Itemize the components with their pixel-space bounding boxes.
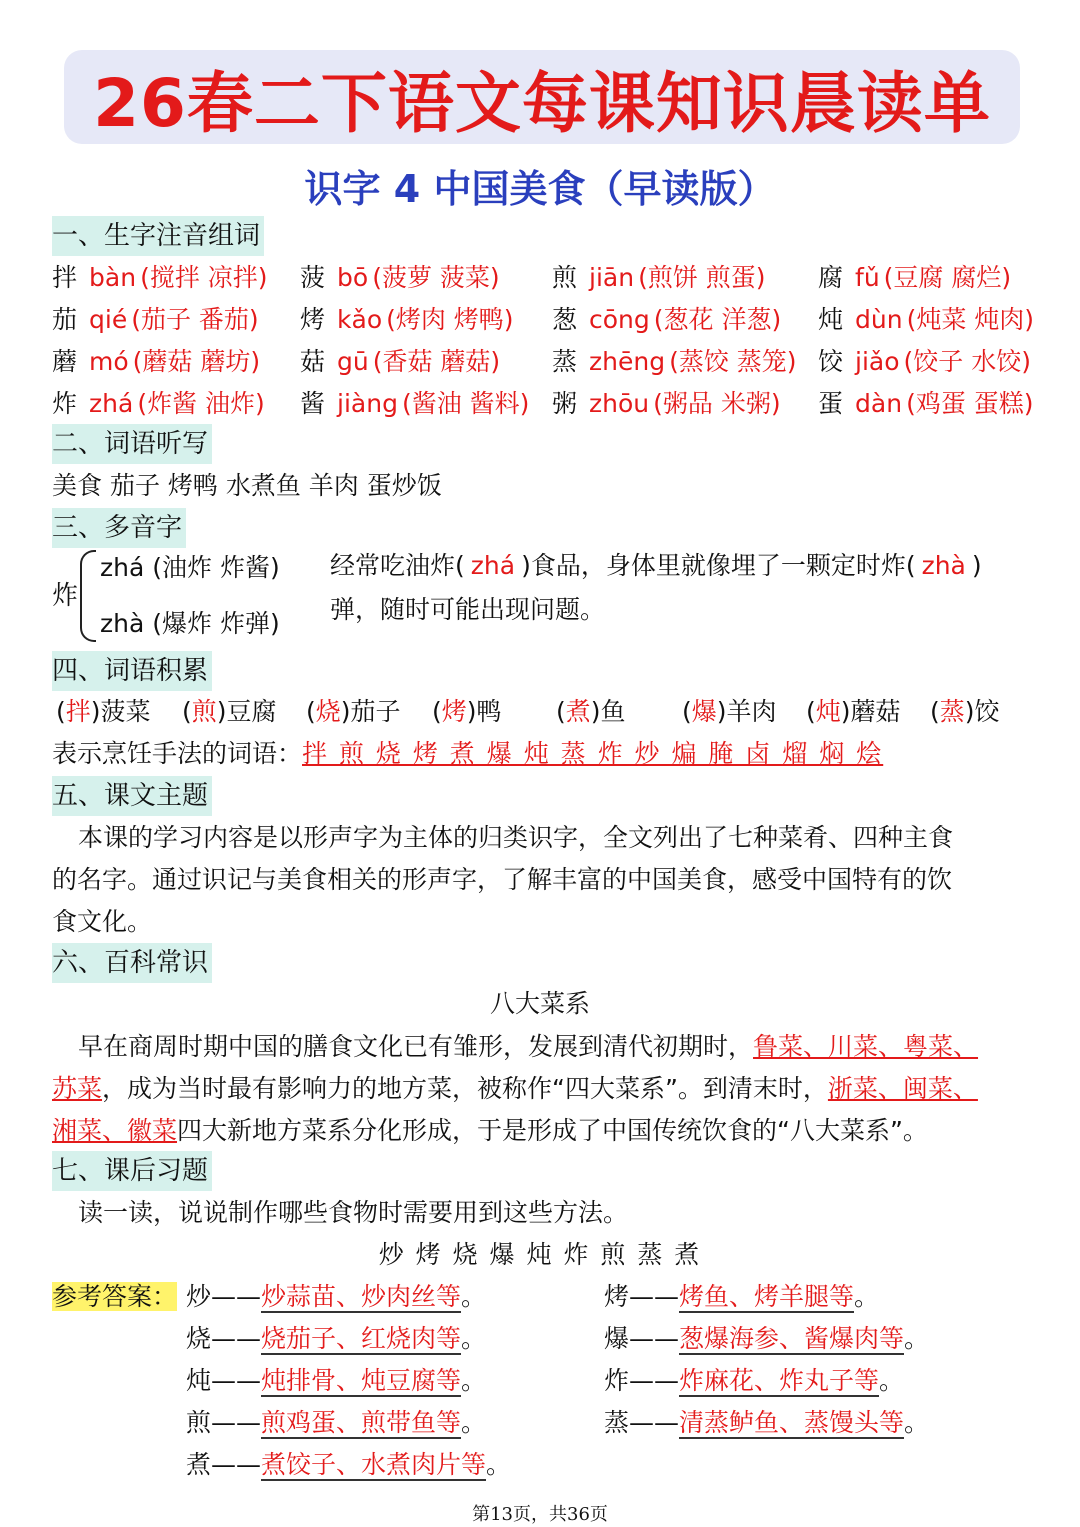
char-pinyin: jiàng: [337, 389, 398, 418]
char-words: (炸酱 油炸): [137, 389, 265, 418]
char-entry: [52, 300, 259, 340]
accum-item: (拌)菠菜: [56, 697, 151, 726]
char-glyph: 炸: [52, 389, 78, 418]
char-entry: [552, 300, 781, 340]
accum-item: (蒸)饺: [930, 697, 1000, 726]
char-entry: [552, 258, 766, 298]
char-entry: [300, 384, 529, 424]
char-pinyin: jiān: [589, 263, 635, 292]
char-words: (烤肉 烤鸭): [386, 305, 514, 334]
dictation-words: 美食 茄子 烤鸭 水煮鱼 羊肉 蛋炒饭: [52, 471, 442, 500]
answer-item: 煮——煮饺子、水煮肉片等。: [186, 1450, 512, 1479]
char-words: (煎饼 煎蛋): [638, 263, 766, 292]
char-pinyin: zhōu: [589, 389, 650, 418]
lesson-subtitle: 识字 4 中国美食（早读版）: [304, 167, 776, 211]
answer-text: 炸麻花、炸丸子等: [679, 1366, 880, 1395]
char-glyph: 茄: [52, 305, 78, 334]
char-entry: [52, 342, 260, 382]
char-words: (搅拌 凉拌): [140, 263, 268, 292]
char-entry: [818, 300, 1034, 340]
char-pinyin: jiǎo: [855, 347, 900, 376]
poly-reading-2: zhà (爆炸 炸弹): [100, 609, 280, 638]
char-glyph: 菠: [300, 263, 326, 292]
answer-text: 清蒸鲈鱼、蒸馒头等: [679, 1408, 905, 1437]
answer-item: 蒸——清蒸鲈鱼、蒸馒头等。: [604, 1408, 930, 1437]
char-entry: [300, 342, 500, 382]
char-glyph: 酱: [300, 389, 326, 418]
char-words: (炖菜 炖肉): [906, 305, 1035, 334]
char-pinyin: zhá: [89, 389, 134, 418]
char-words: (鸡蛋 蛋糕): [906, 389, 1034, 418]
answer-text: 烧茄子、红烧肉等: [261, 1324, 462, 1353]
char-pinyin: kǎo: [337, 305, 383, 334]
answer-item: 炒——炒蒜苗、炒肉丝等。: [186, 1282, 487, 1311]
char-glyph: 烤: [300, 305, 326, 334]
char-pinyin: fǔ: [855, 263, 880, 292]
char-pinyin: zhēng: [589, 347, 666, 376]
answer-text: 煎鸡蛋、煎带鱼等: [261, 1408, 462, 1437]
answer-label: 参考答案：: [52, 1282, 178, 1311]
char-entry: [552, 342, 797, 382]
accum-item: (煎)豆腐: [182, 697, 277, 726]
answer-item: 煎——煎鸡蛋、煎带鱼等。: [186, 1408, 487, 1437]
section-heading-7: 七、课后习题: [52, 1151, 212, 1191]
char-words: (蘑菇 蘑坊): [132, 347, 261, 376]
page-footer: 第13页，共36页: [472, 1504, 608, 1525]
section-heading-6: 六、百科常识: [52, 943, 212, 983]
methods-line: 表示烹饪手法的词语：拌 煎 烧 烤 煮 爆 炖 蒸 炸 炒 煸 腌 卤 熘 焖 烩: [52, 739, 884, 768]
theme-paragraph: 本课的学习内容是以形声字为主体的归类识字，全文列出了七种菜肴、四种主食 的名字。通过识记与美食相关的形声字，了解丰富的中国美食，感受中国特有的饮 食文化。: [52, 823, 954, 936]
accum-item: (烤)鸭: [432, 697, 502, 726]
char-words: (葱花 洋葱): [653, 305, 782, 334]
char-glyph: 粥: [552, 389, 578, 418]
title-banner: [64, 50, 1020, 144]
char-glyph: 葱: [552, 305, 578, 334]
char-glyph: 蘑: [52, 347, 78, 376]
accum-item: (炖)蘑菇: [806, 697, 901, 726]
poly-reading-1: zhá (油炸 炸酱): [100, 553, 280, 582]
poly-sentence-line2: 弹，随时可能出现问题。: [330, 595, 606, 624]
section-heading-3: 三、多音字: [52, 508, 186, 548]
char-pinyin: gū: [337, 347, 369, 376]
char-glyph: 拌: [52, 263, 78, 292]
char-words: (酱油 酱料): [401, 389, 530, 418]
section-heading-1: 一、生字注音组词: [52, 216, 264, 256]
char-glyph: 炖: [818, 305, 844, 334]
accum-item: (爆)羊肉: [682, 697, 777, 726]
char-entry: [300, 258, 500, 298]
answer-text: 葱爆海参、酱爆肉等: [679, 1324, 905, 1353]
char-entry: [52, 258, 268, 298]
poly-sentence-line1: 经常吃油炸( zhá )食品，身体里就像埋了一颗定时炸( zhà ): [330, 551, 982, 580]
char-glyph: 饺: [818, 347, 844, 376]
exercise-chars: 炒 烤 烧 爆 炖 炸 煎 蒸 煮: [378, 1240, 702, 1269]
char-words: (菠萝 菠菜): [372, 263, 500, 292]
char-pinyin: bō: [337, 263, 369, 292]
answer-item: 爆——葱爆海参、酱爆肉等。: [604, 1324, 930, 1353]
char-entry: [300, 300, 514, 340]
accum-item: (烧)茄子: [306, 697, 401, 726]
char-words: (豆腐 腐烂): [883, 263, 1012, 292]
methods-list: 拌 煎 烧 烤 煮 爆 炖 蒸 炸 炒 煸 腌 卤 熘 焖 烩: [302, 739, 884, 768]
wiki-heading: 八大菜系: [489, 989, 590, 1018]
answer-text: 炒蒜苗、炒肉丝等: [261, 1282, 462, 1311]
poly-char: 炸: [52, 581, 79, 611]
accum-item: (煮)鱼: [556, 697, 626, 726]
char-entry: [818, 258, 1011, 298]
answer-item: 烧——烧茄子、红烧肉等。: [186, 1324, 487, 1353]
char-pinyin: bàn: [89, 263, 137, 292]
char-pinyin: mó: [89, 347, 129, 376]
char-words: (蒸饺 蒸笼): [669, 347, 797, 376]
answer-text: 炖排骨、炖豆腐等: [261, 1366, 462, 1395]
brace-icon: [80, 550, 96, 642]
char-glyph: 菇: [300, 347, 326, 376]
char-entry: [818, 384, 1034, 424]
char-entry: [818, 342, 1031, 382]
char-pinyin: qié: [89, 305, 128, 334]
section-heading-5: 五、课文主题: [52, 776, 212, 816]
char-words: (饺子 水饺): [903, 347, 1031, 376]
wiki-paragraph: 早在商周时期中国的膳食文化已有雏形，发展到清代初期时，鲁菜、川菜、粤菜、 苏菜，成为当时最有影响力的地方菜，被称作“四大菜系”。到清末时，浙菜、闽菜、 湘菜、徽菜四大新地方菜系分化形成，于是形成了中国传统饮食的“八大菜系”。: [52, 1032, 979, 1145]
char-glyph: 蛋: [818, 389, 844, 418]
section-heading-4: 四、词语积累: [52, 651, 212, 691]
answer-text: 烤鱼、烤羊腿等: [679, 1282, 855, 1311]
char-pinyin: dàn: [855, 389, 903, 418]
page-title: 26春二下语文每课知识晨读单: [93, 64, 991, 142]
char-glyph: 腐: [818, 263, 844, 292]
char-words: (茄子 番茄): [131, 305, 259, 334]
char-entry: [52, 384, 265, 424]
section-heading-2: 二、词语听写: [52, 424, 212, 464]
answer-item: 炸——炸麻花、炸丸子等。: [604, 1366, 905, 1395]
char-glyph: 煎: [552, 263, 578, 292]
exercise-instruction: 读一读，说说制作哪些食物时需要用到这些方法。: [78, 1198, 629, 1227]
char-entry: [552, 384, 781, 424]
char-words: (香菇 蘑菇): [372, 347, 501, 376]
char-glyph: 蒸: [552, 347, 578, 376]
answer-item: 炖——炖排骨、炖豆腐等。: [186, 1366, 487, 1395]
char-words: (粥品 米粥): [653, 389, 781, 418]
answer-item: 烤——烤鱼、烤羊腿等。: [604, 1282, 880, 1311]
char-pinyin: dùn: [855, 305, 903, 334]
answer-text: 煮饺子、水煮肉片等: [261, 1450, 487, 1479]
char-pinyin: cōng: [589, 305, 650, 334]
